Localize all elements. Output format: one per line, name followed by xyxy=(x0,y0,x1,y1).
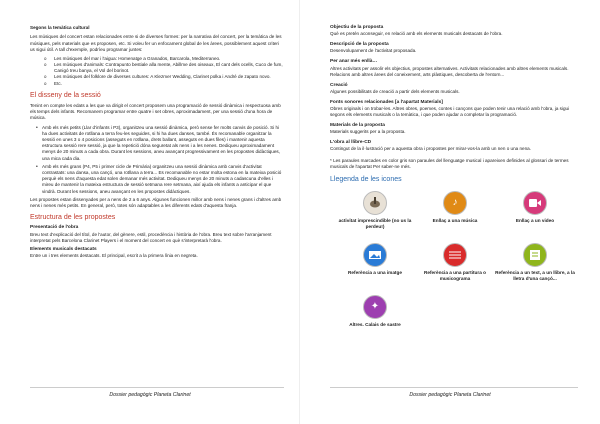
culture-title: Segons la temàtica cultural xyxy=(30,25,90,30)
performance-icon xyxy=(363,191,387,215)
footer-divider xyxy=(30,387,284,388)
legend-label: Referència a una imatge xyxy=(348,270,402,276)
culture-item: o Etc. xyxy=(44,81,284,87)
section-heading-structure: Estructura de les propostes xyxy=(30,214,116,222)
block-further xyxy=(330,59,578,77)
block-description xyxy=(330,42,578,54)
elements-text: Entre un i tres elements destacats. El principal, escrit a la primera línia en negreta. xyxy=(30,253,198,259)
legend-item xyxy=(330,243,420,276)
block-text: Obres originals i on trobar-les. Altres obres, poemes, contes i cançons que poden tenir una relació amb l'obra, ja sigui segons els elements musicals o la temàtica, i que poden ajudar a completar la programació. xyxy=(330,106,570,118)
presentation-text: Breu text d'explicació del títol, de l'autor, del gènere, estil, procedència i història de l'obra. Breu text sobre l'arranjament interpretat pels Barcelona Clarinet Players i el moment del concert en què s'interpretarà l'obra. xyxy=(30,231,272,243)
other-icon xyxy=(363,295,387,319)
block-title: L'obra al llibre-CD xyxy=(330,140,372,146)
footer-divider xyxy=(330,387,578,388)
section-heading-design: El disseny de la sessió xyxy=(30,91,101,99)
block-title: Per anar més enllà… xyxy=(330,59,378,65)
legend-heading: Llegenda de les icones xyxy=(330,176,402,184)
music-note-glyph: ♪ xyxy=(452,197,458,209)
block-text: Materials suggerits per a la proposta. xyxy=(330,129,406,135)
block-text: Desenvolupament de l'activitat proposada. xyxy=(330,48,417,54)
music-note-icon xyxy=(443,191,467,215)
block-book-cd xyxy=(330,140,578,152)
legend-label: Altres. Calais de sastre xyxy=(349,322,401,328)
design-list xyxy=(36,125,284,195)
icon-legend-grid xyxy=(330,191,578,341)
other-glyph: ✦ xyxy=(370,301,380,313)
score-icon xyxy=(443,243,467,267)
left-footer: Dossier pedagògic Planeta Clarinet xyxy=(109,392,191,398)
culture-item: o Les músiques del folklore de diverses cultures: A Klezmer Wedding, Clarinet polka i André de zapato novo. xyxy=(44,74,284,80)
legend-item xyxy=(330,191,420,230)
block-text: Què es pretén aconseguir, en relació amb els elements musicals destacats de l'obra. xyxy=(330,31,503,37)
legend-label: Enllaç a un video xyxy=(515,218,555,224)
legend-item xyxy=(490,243,580,282)
block-sources xyxy=(330,100,578,118)
legend-label: Referència a un text, a un llibre, a la lletra d'una cançó... xyxy=(495,270,575,282)
legend-item xyxy=(410,191,500,224)
block-title: Materials de la proposta xyxy=(330,123,385,129)
culture-paragraph: Les músiques del concert estan relacionades entre si de diverses formes: per la narrativa del concert, per la temàtica de les músiques, pels materials que es proposen, etc. Si voleu fer un enfocament global de les àrees, possiblement aquest criteri us sigui útil. A tall d'exemple, podríeu programar juntes: xyxy=(30,34,282,52)
block-title: Objectiu de la proposta xyxy=(330,25,384,30)
culture-list xyxy=(44,56,284,86)
culture-item: o Les músiques d'animals: Contrapunto bestiale alla mente, Abillme des oiseaux, El cant dels ocells, Cuco de fum, Canigó treu banya, el Vol del borinot. xyxy=(44,62,284,74)
block-creation xyxy=(330,83,578,95)
culture-item: o Les músiques del mar i l'aigua: Homenatge a Granados, Barcarola, Mediterraneo. xyxy=(44,56,284,62)
block-text: Contingut de la il·lustració per a aquesta obra i propostes per mirar-vos-la amb un nen o una nena. xyxy=(330,146,531,152)
glossary-note: * Les paraules marcades en color gris son paraules del llenguatge musical i apareixen definides al glossari de termes musicals de l'apartat Per saber-ne més. xyxy=(330,158,569,170)
right-page xyxy=(300,0,600,424)
block-text: Algunes possibilitats de creació a partir dels elements musicals. xyxy=(330,88,460,94)
right-footer: Dossier pedagògic Planeta Clarinet xyxy=(409,392,491,398)
block-text: Altres activitats per assolir els objectius, propostes alternatives. Activitats relacionades amb altres elements musicals. Relacions amb altres àrees del coneixement, arts plàstiques, descoberta de l'entorn... xyxy=(330,65,569,77)
legend-item xyxy=(330,295,420,328)
video-icon xyxy=(523,191,547,215)
legend-label: Enllaç a una música xyxy=(432,218,478,224)
ages-paragraph: Les propostes estan dissenyades per a nens de 2 a 6 anys. Algunes funcionen millor amb nens i nenes grans i d'altres amb nens i nenes més petits. En general, però, totes són adaptables a les diferents edats d'aquesta franja. xyxy=(30,196,282,209)
block-title: Descripció de la proposta xyxy=(330,42,389,48)
text-book-icon xyxy=(523,243,547,267)
block-title: Creació xyxy=(330,82,348,88)
elements-title: Elements musicals destacats xyxy=(30,247,97,253)
design-bullet-big: • Amb els més grans (P4, P5 i primer cicle de Primària) organitzeu una sessió dinàmica amb canvis d'activitat contrastats: una dansa, una cançó, una rotllana a terra... Es recomanable no estar molta estona en la mateixa posició perquè els nens d'aquesta edat solen demanar més activitat. Dediqueu menys de 20 minuts a cadascuna d'elles i mireu de mantenir la mateixa estructura de sessió setmana rere setmana, així ajuda els infants a anticipar el que vindrà. Durant les sessions, aneu avançant en les propostes didàctiques. xyxy=(36,164,284,195)
legend-item xyxy=(410,243,500,282)
legend-label: activitat imprescindible (no us la perdeu!) xyxy=(338,218,412,230)
image-icon xyxy=(363,243,387,267)
legend-label: Referència a una partitura o musicograma xyxy=(424,270,486,282)
design-paragraph: Tenint en compte les edats a les que va dirigit el concert proposem una programació de sessió dinàmica i respectuosa amb els temps dels infants. Recomanem programar entre quatre i set obres, aproximadament, per una sessió d'una hora de música. xyxy=(30,102,281,121)
legend-item xyxy=(490,191,580,224)
block-objective xyxy=(330,25,578,37)
block-materials xyxy=(330,123,578,135)
design-bullet-small: • Amb els més petits (Llar d'infants i P3), organitzeu una sessió dinàmica, però sense fer molts canvis de posició. Si hi ha dues activitats de rotllana a terra feu-les seguides, si hi ha dues danses, també. És recomanable organitzar la sessió en unes 3 o 4 posicions (asseguts en rotllana, drets ballant, asseguts en dues files) i mantenir aquesta estructura sessió rere sessió, ja que la repetició dóna seguretat als nens i a les nenes. Dediqueu aproximadament menys de 20 minuts a cada obra. Durant les sessions, aneu avançant progressivament en les propostes didàctiques, una mica cada dia. xyxy=(36,125,284,162)
presentation-title: Presentació de l'obra xyxy=(30,225,79,231)
block-title: Fonts sonores relacionades [a l'apartat Materials] xyxy=(330,99,443,105)
